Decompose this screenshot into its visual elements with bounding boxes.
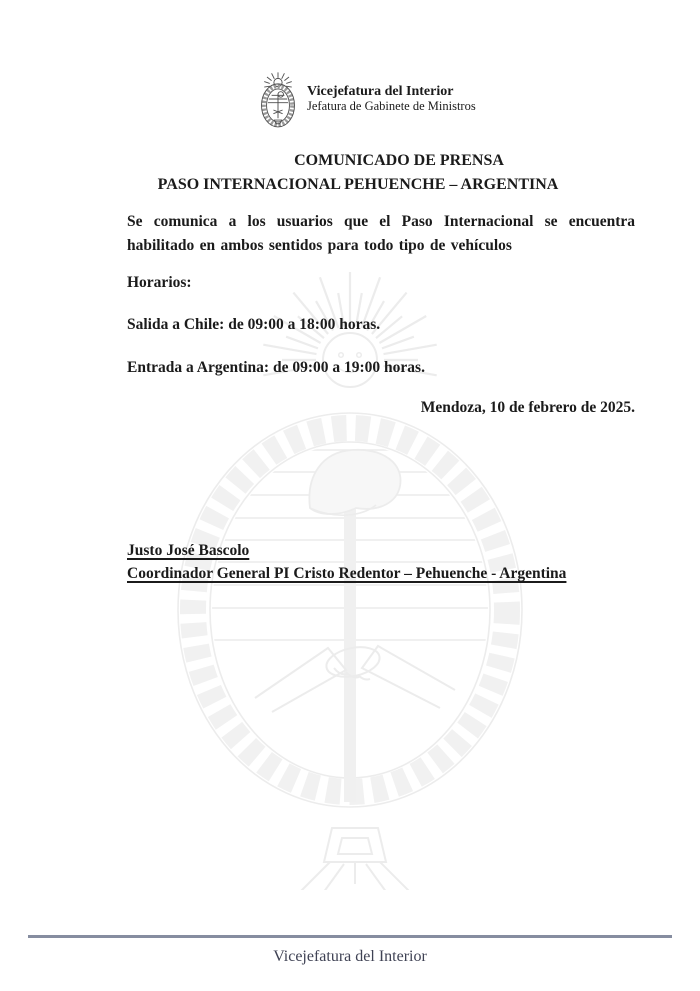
coat-of-arms-logo-icon xyxy=(256,70,300,128)
signature-role: Coordinador General PI Cristo Redentor – Pehuenche - Argentina xyxy=(127,565,567,582)
signature-name: Justo José Bascolo xyxy=(127,542,250,559)
letterhead xyxy=(256,70,476,128)
footer-org-name: Vicejefatura del Interior xyxy=(273,948,427,965)
signature-block xyxy=(127,539,647,585)
org-subtitle: Jefatura de Gabinete de Ministros xyxy=(307,99,476,113)
schedule-departure-chile: Salida a Chile: de 09:00 a 18:00 horas. xyxy=(127,316,381,333)
schedule-entry-argentina: Entrada a Argentina: de 09:00 a 19:00 horas. xyxy=(127,359,425,376)
title-line-1: COMUNICADO DE PRENSA xyxy=(294,152,504,169)
document-title xyxy=(127,149,635,197)
announcement-paragraph: Se comunica a los usuarios que el Paso Internacional se encuentra habilitado en ambos sentidos para todo tipo de vehículos xyxy=(127,213,635,254)
schedule-heading: Horarios: xyxy=(127,274,192,291)
title-line-2: PASO INTERNACIONAL PEHUENCHE – ARGENTINA xyxy=(157,176,559,193)
footer-divider xyxy=(28,935,672,938)
org-name: Vicejefatura del Interior xyxy=(307,84,454,99)
letterhead-text xyxy=(307,84,476,114)
dateline: Mendoza, 10 de febrero de 2025. xyxy=(420,399,635,416)
